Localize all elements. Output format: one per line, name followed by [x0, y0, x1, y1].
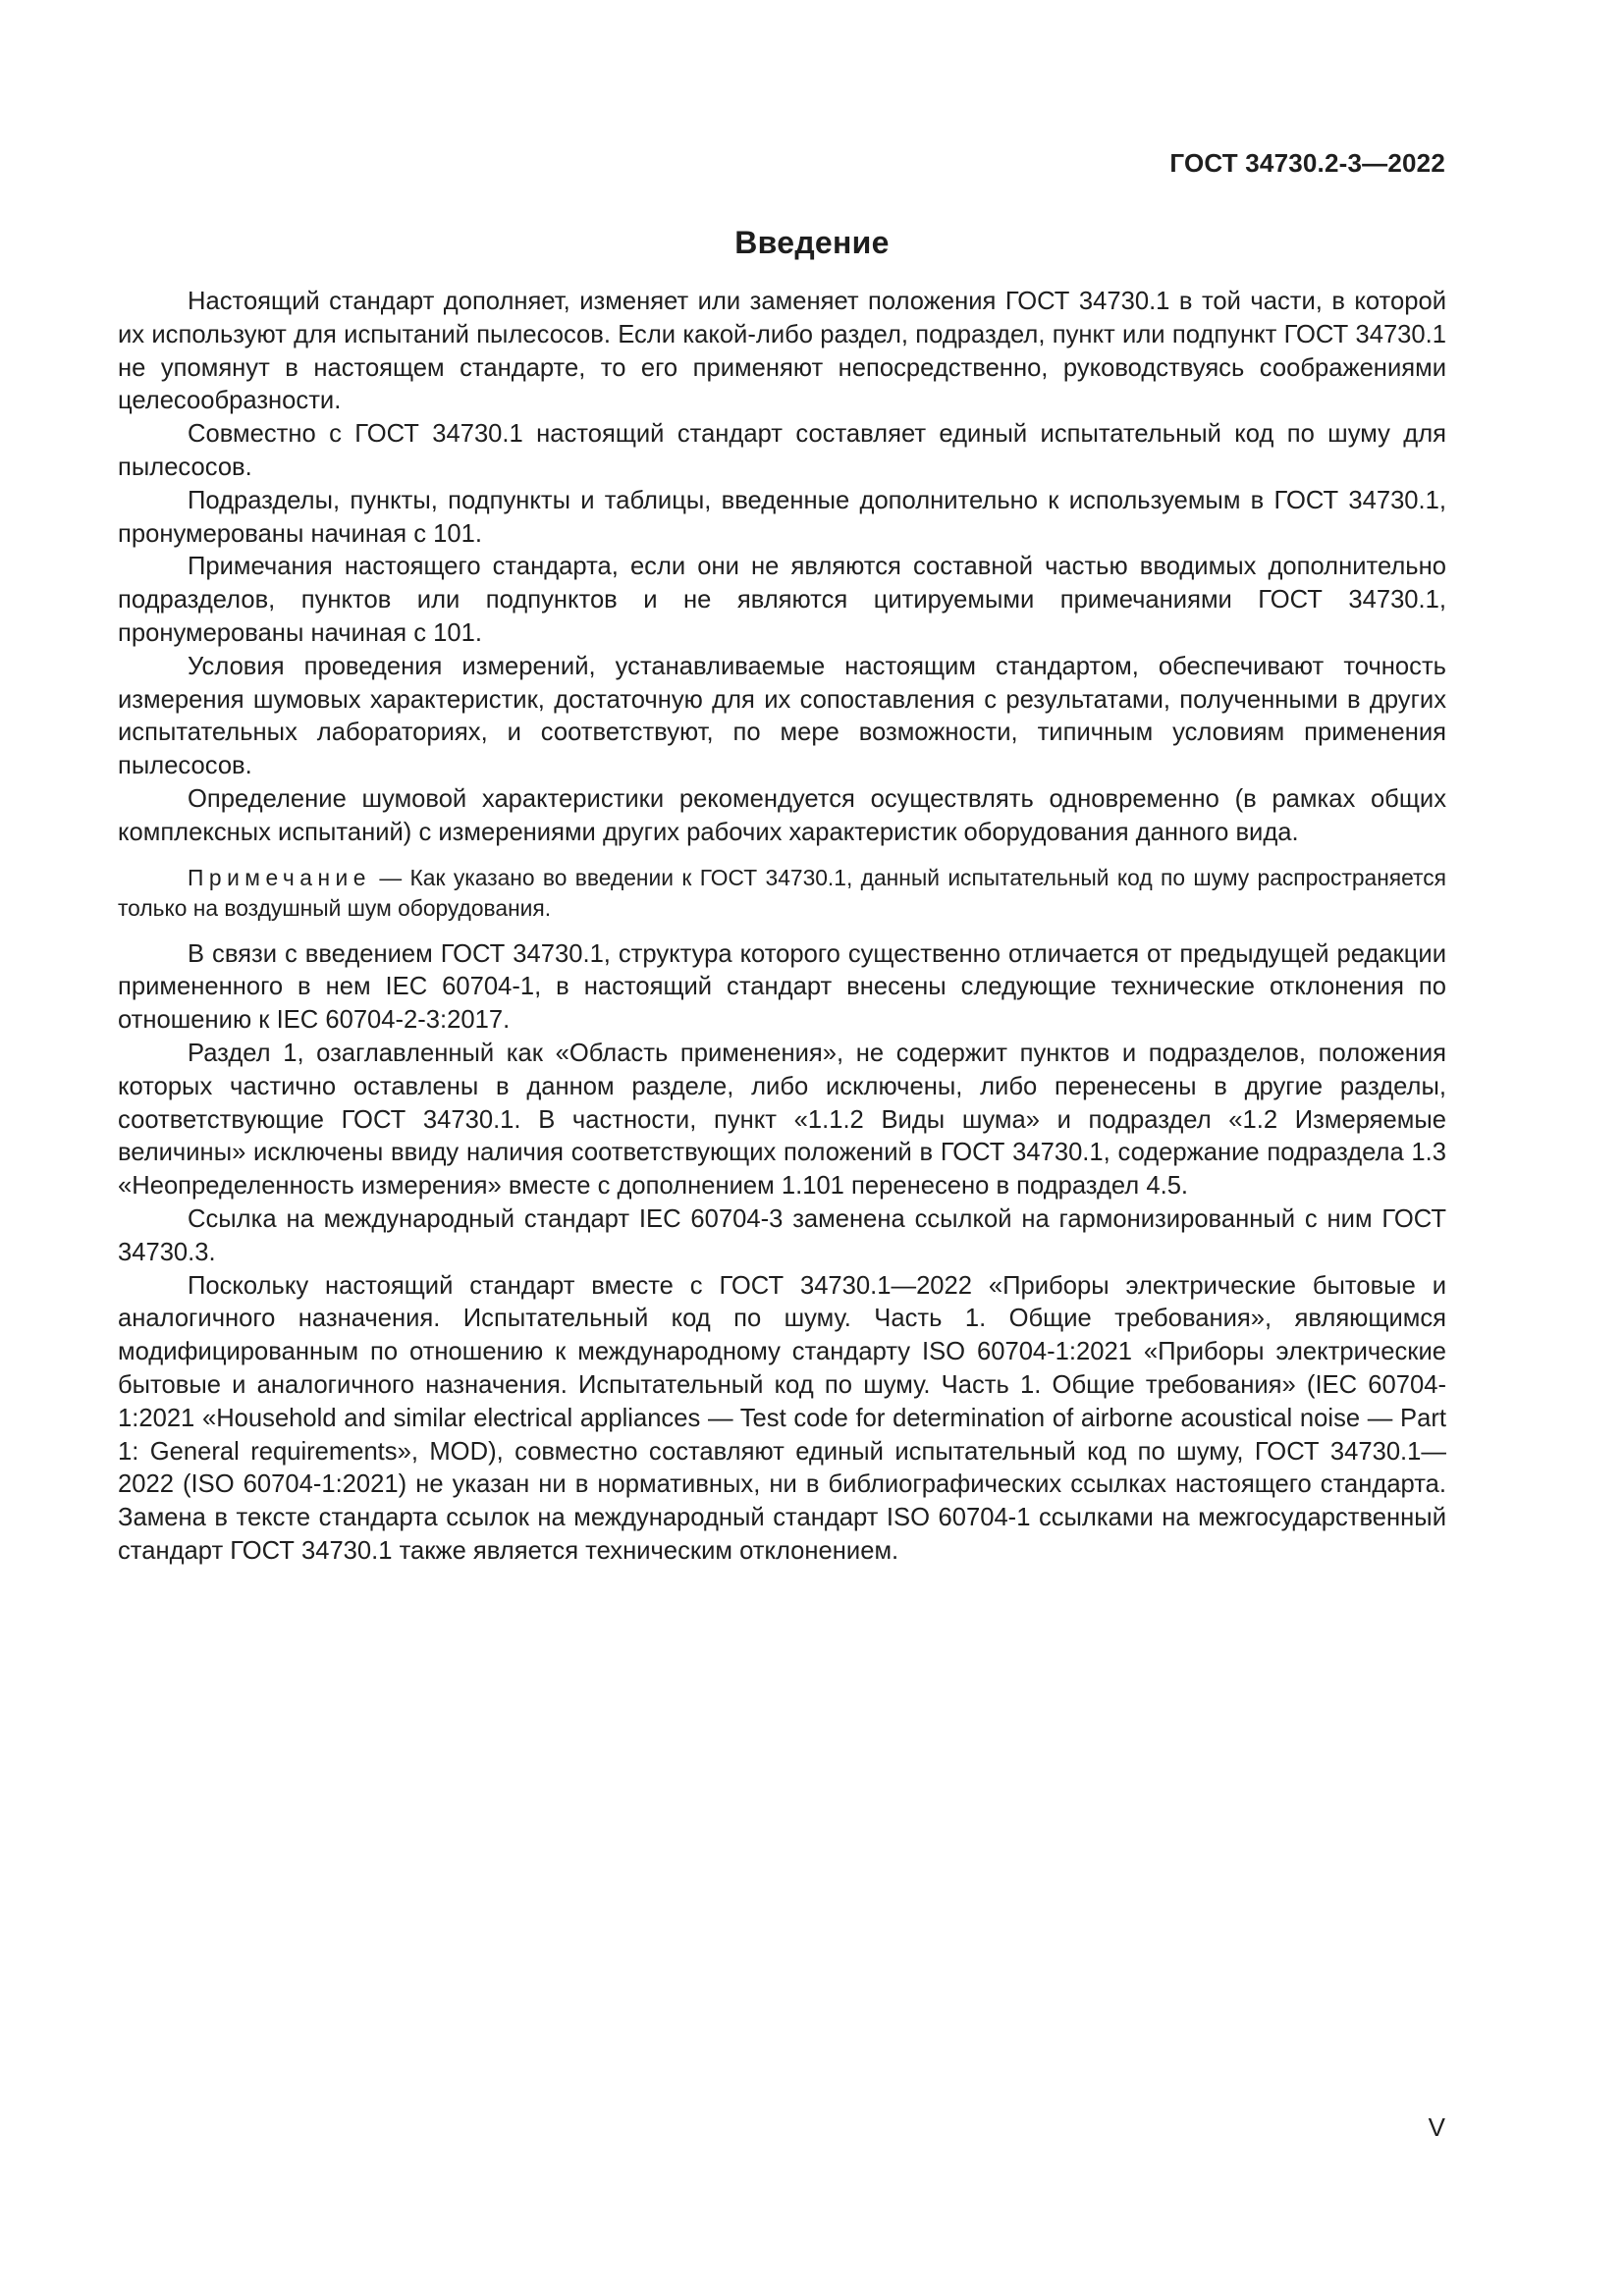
- section-body: [118, 286, 1446, 1569]
- paragraph-6: Определение шумовой характеристики рекомендуется осуществлять одновременно (в рамках общих комплексных испытаний) с измерениями других рабочих характеристик оборудования данного вида.: [118, 784, 1446, 846]
- note-text: — Как указано во введении к ГОСТ 34730.1, данный испытательный код по шуму распространяется только на воздушный шум оборудования.: [118, 864, 1446, 922]
- paragraph-8: Раздел 1, озаглавленный как «Область применения», не содержит пунктов и подразделов, положения которых частично оставлены в данном разделе, либо исключены, либо перенесены в другие разделы, соответствующие ГОСТ 34730.1. В частности, пункт «1.1.2 Виды шума» и подраздел «1.2 Измеряемые величины» исключены ввиду наличия соответствующих положений в ГОСТ 34730.1, содержание подраздела 1.3 «Неопределенность измерения» вместе с дополнением 1.101 перенесено в подраздел 4.5.: [118, 1039, 1446, 1201]
- paragraph-5: Условия проведения измерений, устанавливаемые настоящим стандартом, обеспечивают точность измерения шумовых характеристик, достаточную для их сопоставления с результатами, полученными в других испытательных лабораториях, и соответствуют, по мере возможности, типичным условиям применения пылесосов.: [118, 652, 1446, 780]
- document-code: ГОСТ 34730.2-3—2022: [1169, 148, 1445, 178]
- paragraph-4: Примечания настоящего стандарта, если они не являются составной частью вводимых дополнительно подразделов, пунктов или подпунктов и не являются цитируемыми примечаниями ГОСТ 34730.1, пронумерованы начиная с 101.: [118, 553, 1446, 647]
- paragraph-2: Совместно с ГОСТ 34730.1 настоящий стандарт составляет единый испытательный код по шуму для пылесосов.: [118, 420, 1446, 481]
- paragraph-1: Настоящий стандарт дополняет, изменяет или заменяет положения ГОСТ 34730.1 в той части, в которой их используют для испытаний пылесосов. Если какой-либо раздел, подраздел, пункт или подпункт ГОСТ 34730.1 не упомянут в настоящем стандарте, то его применяют непосредственно, руководствуясь соображениями целесообразности.: [118, 288, 1446, 415]
- paragraph-10: Поскольку настоящий стандарт вместе с ГОСТ 34730.1—2022 «Приборы электрические бытовые и аналогичного назначения. Испытательный код по шуму. Часть 1. Общие требования», являющимся модифицированным по отношению к международному стандарту ISO 60704-1:2021 «Приборы электрические бытовые и аналогичного назначения. Испытательный код по шуму. Часть 1. Общие требования» (IEC 60704-1:2021 «Household and similar electrical appliances — Test code for determination of airborne acoustical noise — Part 1: General requirements», MOD), совместно составляют единый испытательный код по шуму, ГОСТ 34730.1—2022 (ISO 60704-1:2021) не указан ни в нормативных, ни в библиографических ссылках настоящего стандарта. Замена в тексте стандарта ссылок на международный стандарт ISO 60704-1 ссылками на межгосударственный стандарт ГОСТ 34730.1 также является техническим отклонением.: [118, 1271, 1446, 1565]
- paragraph-3: Подразделы, пункты, подпункты и таблицы, введенные дополнительно к используемым в ГОСТ 34730.1, пронумерованы начиная с 101.: [118, 486, 1446, 548]
- paragraph-9: Ссылка на международный стандарт IEC 60704-3 заменена ссылкой на гармонизированный с ним ГОСТ 34730.3.: [118, 1204, 1446, 1266]
- page-number: V: [1428, 2112, 1445, 2142]
- paragraph-7: В связи с введением ГОСТ 34730.1, структура которого существенно отличается от предыдущей редакции примененного в нем IEC 60704-1, в настоящий стандарт внесены следующие технические отклонения по отношению к IEC 60704-2-3:2017.: [118, 939, 1446, 1035]
- note: [118, 863, 1446, 925]
- note-label: Примечание: [188, 864, 371, 890]
- section-title: Введение: [734, 225, 890, 260]
